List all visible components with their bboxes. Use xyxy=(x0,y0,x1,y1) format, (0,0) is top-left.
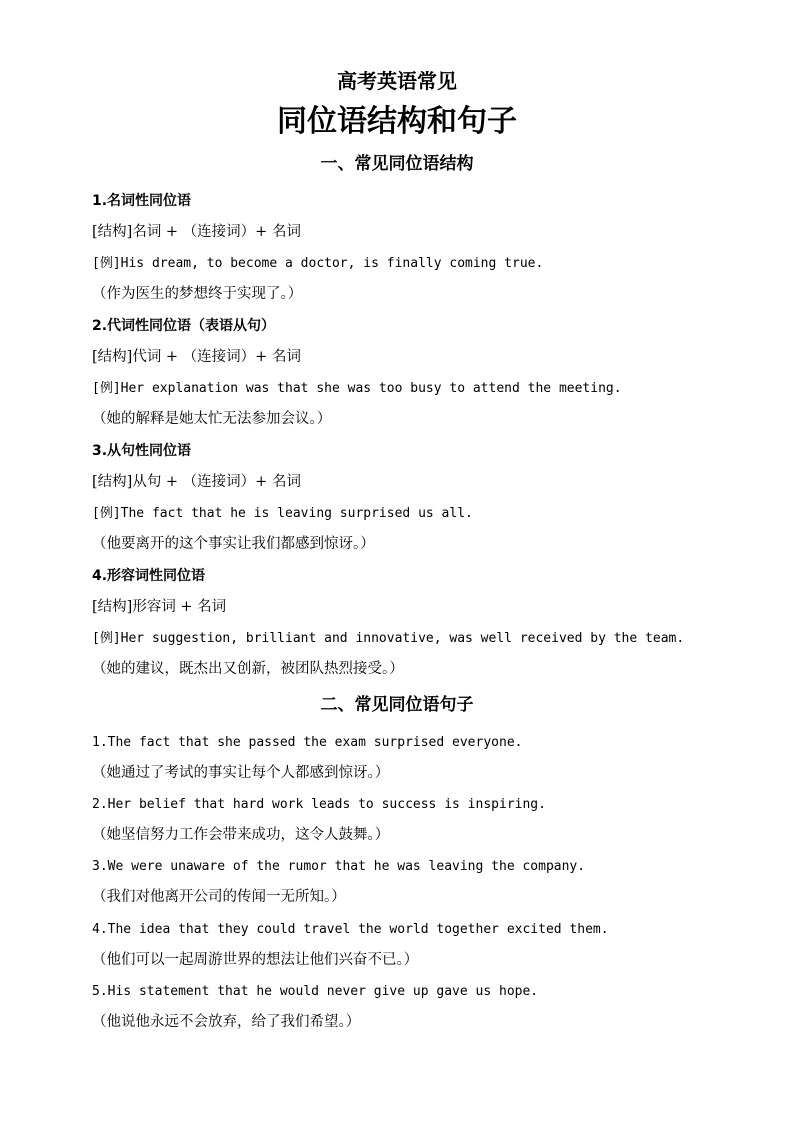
sentence5-en: 5.His statement that he would never give up gave us hope. xyxy=(92,984,539,999)
section1-heading: 一、常见同位语结构 xyxy=(320,154,474,174)
item4-structure: [结构]形容词 + 名词 xyxy=(92,599,227,615)
section2-heading: 二、常见同位语句子 xyxy=(320,695,474,715)
item3-example-en: [例]The fact that he is leaving surprised us all. xyxy=(92,506,473,521)
document-title-line2: 同位语结构和句子 xyxy=(277,104,517,139)
item2-example-zh: （她的解释是她太忙无法参加会议。） xyxy=(92,411,332,427)
item4-heading: 4.形容词性同位语 xyxy=(92,568,206,584)
sentence2-en: 2.Her belief that hard work leads to success is inspiring. xyxy=(92,797,546,812)
sentence3-zh: （我们对他离开公司的传闻一无所知。） xyxy=(92,889,346,905)
document-title-line1: 高考英语常见 xyxy=(337,69,457,93)
item2-heading: 2.代词性同位语（表语从句） xyxy=(92,318,276,334)
item4-example-en: [例]Her suggestion, brilliant and innovative, was well received by the team. xyxy=(92,631,685,646)
item1-example-en: [例]His dream, to become a doctor, is finally coming true. xyxy=(92,256,544,271)
sentence4-zh: （他们可以一起周游世界的想法让他们兴奋不已。） xyxy=(92,952,419,968)
item2-example-en: [例]Her explanation was that she was too busy to attend the meeting. xyxy=(92,381,622,396)
sentence2-zh: （她坚信努力工作会带来成功，这令人鼓舞。） xyxy=(92,827,390,843)
sentence1-zh: （她通过了考试的事实让每个人都感到惊讶。） xyxy=(92,765,390,781)
item3-structure: [结构]从句 + （连接词）+ 名词 xyxy=(92,474,301,490)
sentence3-en: 3.We were unaware of the rumor that he was leaving the company. xyxy=(92,859,586,874)
item3-example-zh: （他要离开的这个事实让我们都感到惊讶。） xyxy=(92,536,375,552)
item2-structure: [结构]代词 + （连接词）+ 名词 xyxy=(92,349,301,365)
sentence4-en: 4.The idea that they could travel the world together excited them. xyxy=(92,922,609,937)
sentence5-zh: （他说他永远不会放弃，给了我们希望。） xyxy=(92,1014,361,1030)
item3-heading: 3.从句性同位语 xyxy=(92,443,192,459)
item1-structure: [结构]名词 + （连接词）+ 名词 xyxy=(92,224,301,240)
sentence1-en: 1.The fact that she passed the exam surprised everyone. xyxy=(92,735,523,750)
item1-example-zh: （作为医生的梦想终于实现了。） xyxy=(92,286,303,302)
item1-heading: 1.名词性同位语 xyxy=(92,193,192,209)
item4-example-zh: （她的建议，既杰出又创新，被团队热烈接受。） xyxy=(92,661,404,677)
